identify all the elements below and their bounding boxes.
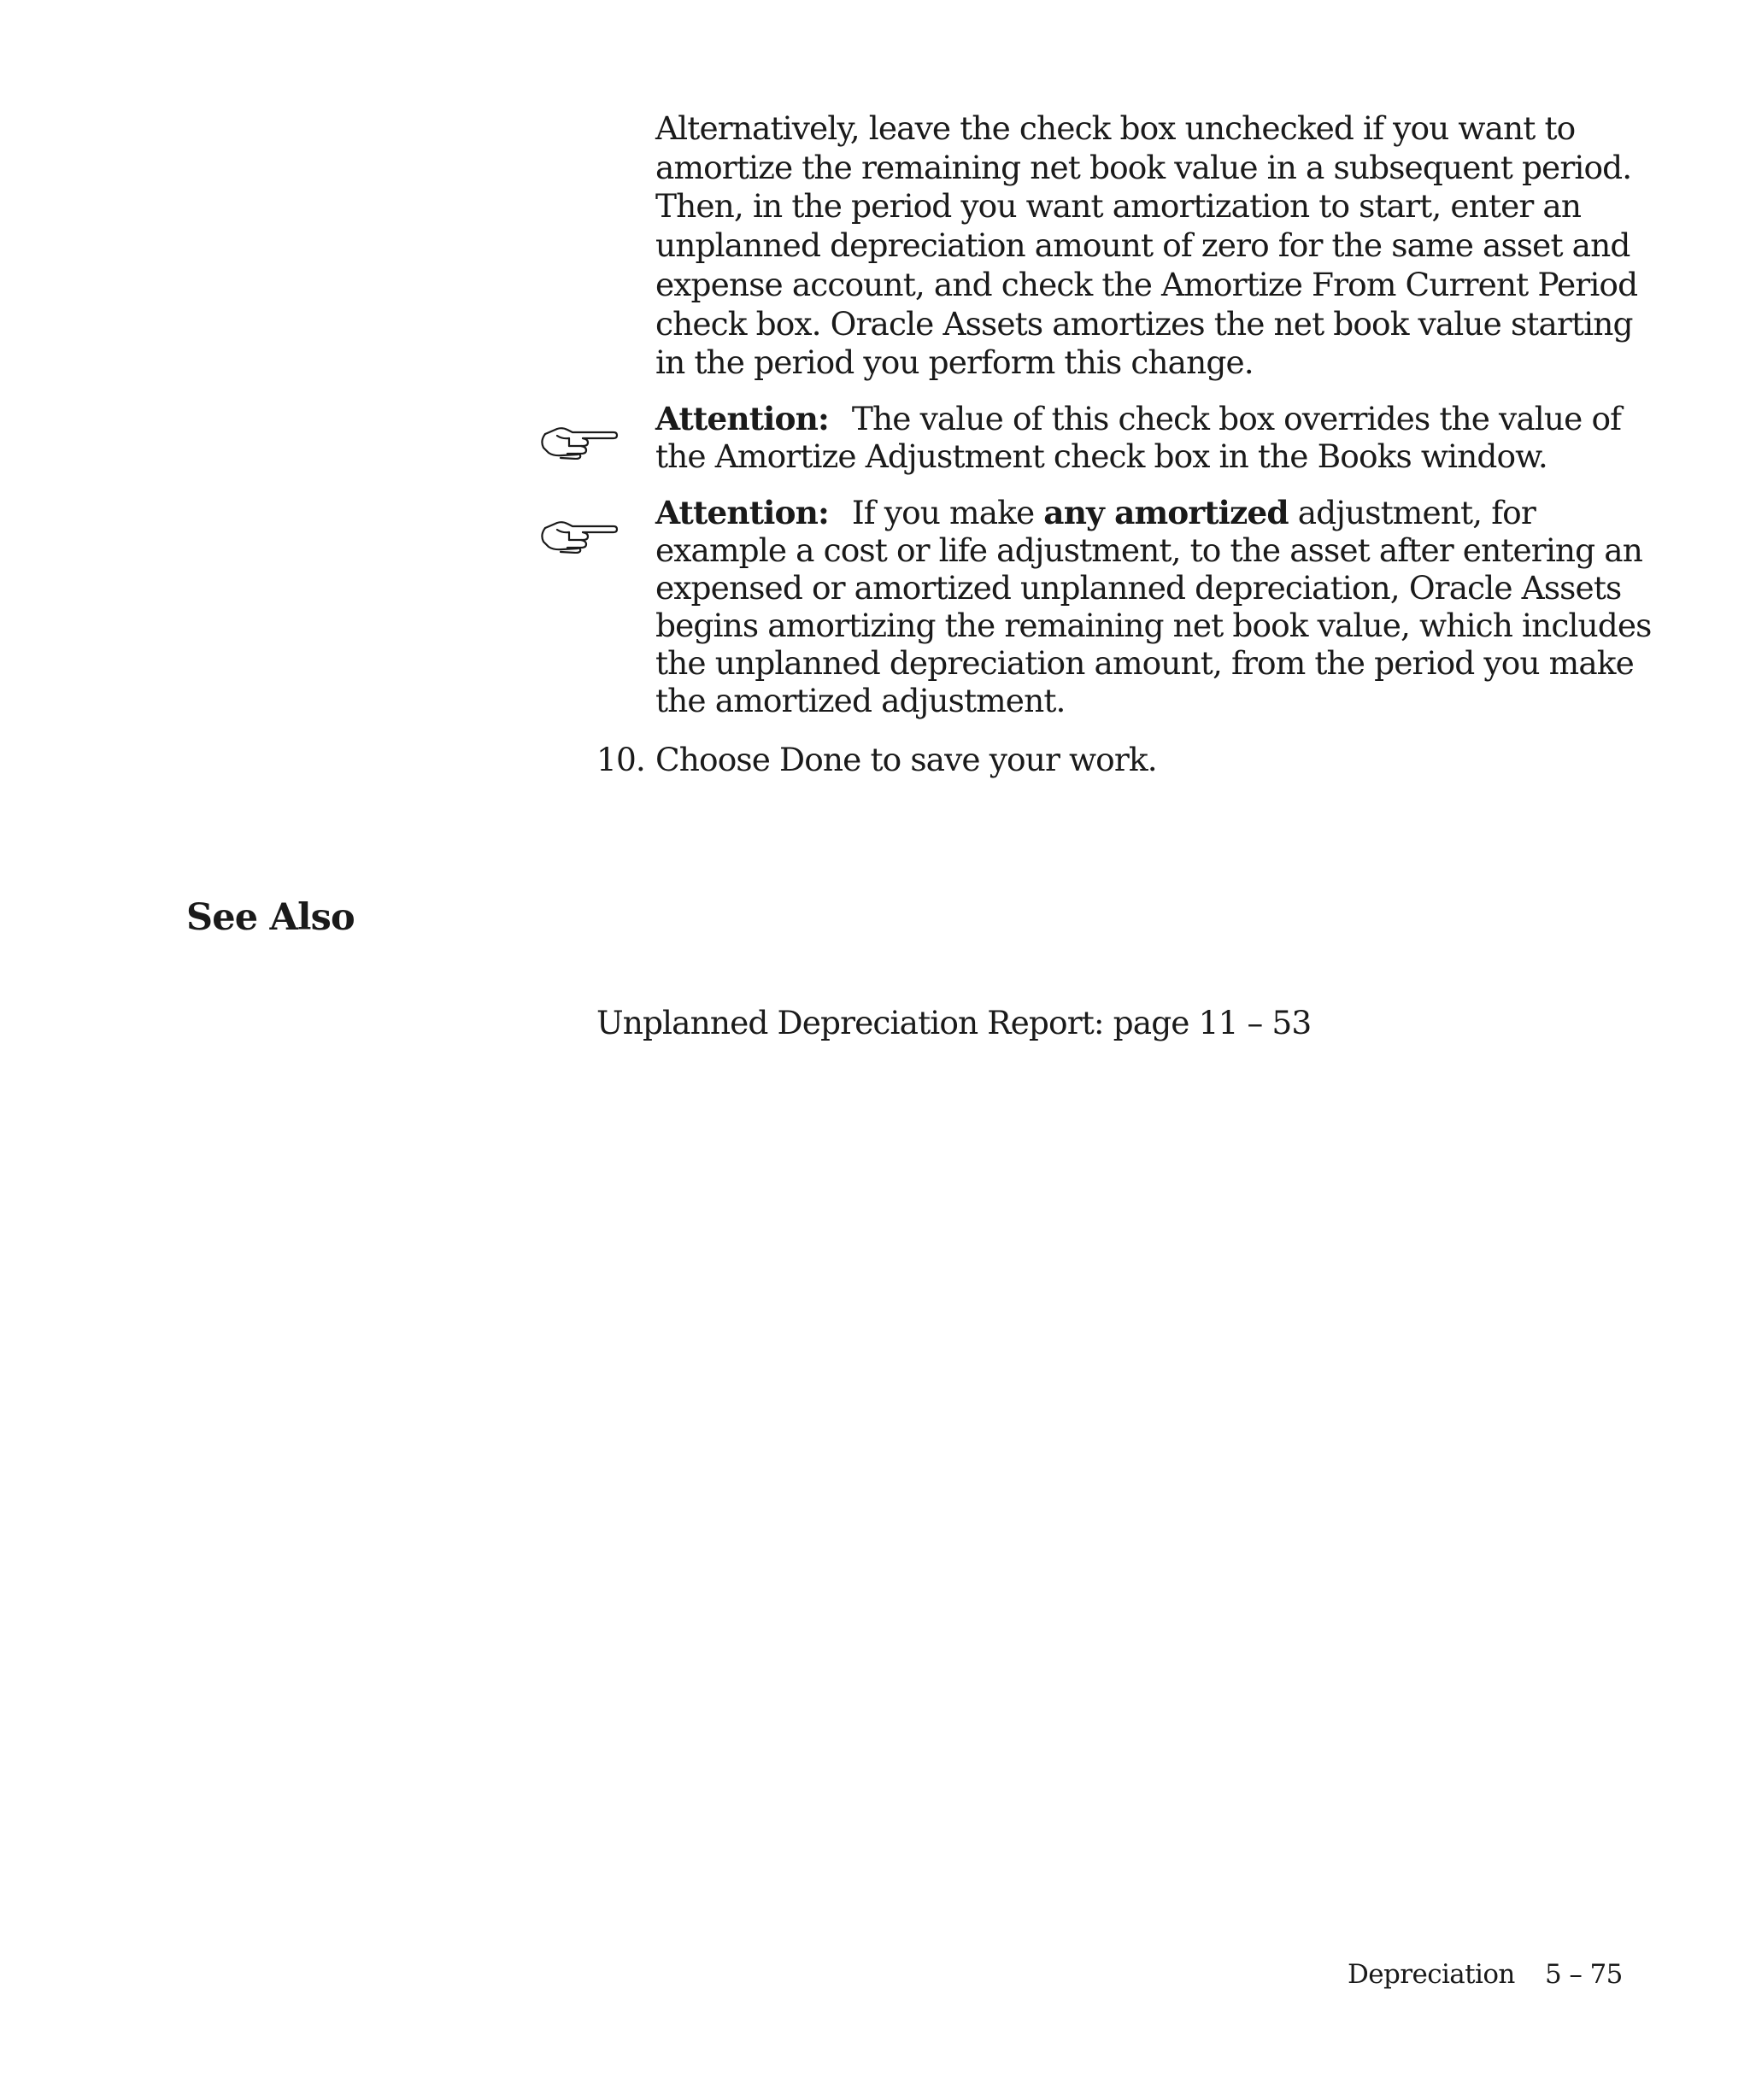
- attention-emphasis: any amortized: [1043, 494, 1289, 531]
- attention-text-end: adjustment, for example a cost or life adjustment, to the asset after entering an expensed or amortized unplanned depreciation, Oracle Assets begins amortizing the remaining net book value, which includes the unplanned depreciation amount, from the period you make the amortized adjustment.: [655, 494, 1652, 719]
- attention-note: [655, 400, 1655, 475]
- attention-label: Attention:: [655, 494, 829, 531]
- footer-chapter-title: Depreciation: [1348, 1959, 1515, 1990]
- attention-note: [655, 494, 1655, 719]
- step-number: 10.: [596, 741, 645, 778]
- pointing-hand-icon: [538, 422, 619, 460]
- footer-page-number: 5 – 75: [1545, 1959, 1623, 1990]
- pointing-hand-icon: [538, 516, 619, 554]
- attention-label: Attention:: [655, 400, 829, 437]
- attention-text: The value of this check box overrides the value of the Amortize Adjustment check box in the Books window.: [655, 400, 1622, 475]
- see-also-heading: See Also: [186, 896, 355, 939]
- attention-text-start: If you make: [851, 494, 1044, 531]
- see-also-reference-link[interactable]: Unplanned Depreciation Report: page 11 – 53: [596, 1004, 1312, 1041]
- intro-paragraph: Alternatively, leave the check box unchecked if you want to amortize the remaining net book value in a subsequent period. Then, in the period you want amortization to start, enter an unplanned depreciation amount of zero for the same asset and expense account, and check the Amortize From Current Period check box. Oracle Assets amortizes the net book value starting in the period you perform this change.: [655, 109, 1638, 382]
- step-text: Choose Done to save your work.: [655, 741, 1157, 778]
